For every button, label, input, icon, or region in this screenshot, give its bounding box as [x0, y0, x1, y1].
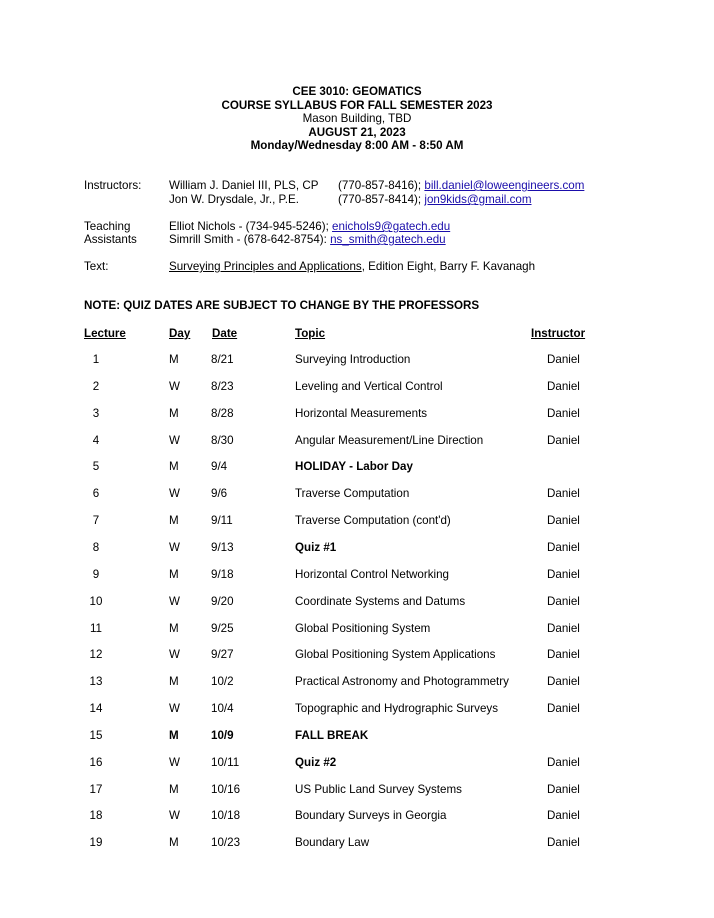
cell-lecture: 17 [89, 782, 103, 796]
cell-date: 10/9 [211, 728, 234, 742]
cell-day: W [169, 594, 180, 608]
cell-day: M [169, 836, 179, 850]
cell-instructor: Daniel [547, 675, 580, 689]
cell-topic: Boundary Surveys in Georgia [295, 809, 447, 823]
ta-info-2: Simrill Smith - (678-642-8754): [169, 233, 331, 246]
cell-instructor: Daniel [547, 755, 580, 769]
cell-date: 10/11 [211, 755, 240, 769]
cell-topic: Quiz #1 [295, 540, 337, 554]
instructor-email-link-1[interactable]: bill.daniel@loweengineers.com [424, 179, 585, 192]
cell-lecture: 4 [92, 433, 100, 447]
ta-email-link-1[interactable]: enichols9@gatech.edu [332, 220, 451, 233]
document-header [0, 85, 714, 153]
cell-instructor: Daniel [547, 353, 580, 366]
textbook [169, 260, 535, 273]
cell-instructor: Daniel [547, 379, 580, 393]
cell-date: 8/21 [211, 353, 234, 366]
cell-topic: Horizontal Control Networking [295, 567, 450, 581]
cell-instructor: Daniel [547, 648, 580, 662]
cell-day: M [169, 406, 179, 420]
quiz-note: NOTE: QUIZ DATES ARE SUBJECT TO CHANGE BY THE PROFESSORS [84, 299, 480, 312]
cell-date: 9/6 [211, 487, 228, 501]
cell-day: M [169, 621, 179, 635]
cell-day: M [169, 567, 179, 581]
cell-instructor: Daniel [547, 433, 580, 447]
ta-entry-1 [169, 220, 450, 233]
cell-lecture: 18 [89, 809, 103, 823]
instructor-name-1: William J. Daniel III, PLS, CP [169, 179, 319, 192]
cell-instructor: Daniel [547, 567, 580, 581]
cell-instructor: Daniel [547, 836, 580, 850]
cell-instructor: Daniel [547, 514, 580, 528]
ta-info-1: Elliot Nichols - (734-945-5246); [169, 220, 333, 233]
cell-topic: Horizontal Measurements [295, 406, 428, 420]
cell-date: 10/16 [211, 782, 241, 796]
cell-topic: Quiz #2 [295, 755, 337, 769]
instructor-phone-1: (770-857-8416); [338, 179, 425, 192]
instructors-label: Instructors: [84, 179, 142, 192]
cell-topic: US Public Land Survey Systems [295, 782, 462, 796]
cell-topic: Angular Measurement/Line Direction [295, 433, 484, 447]
cell-lecture: 6 [92, 487, 100, 501]
cell-topic: Traverse Computation [295, 487, 410, 501]
ta-label-line2: Assistants [84, 233, 137, 246]
cell-topic: Coordinate Systems and Datums [295, 594, 466, 608]
cell-date: 9/20 [211, 594, 234, 608]
cell-date: 9/4 [211, 460, 228, 474]
cell-date: 10/18 [211, 809, 241, 823]
cell-day: M [169, 514, 179, 528]
col-header-lecture: Lecture [84, 327, 126, 340]
ta-entry-2 [169, 233, 446, 246]
cell-instructor: Daniel [547, 809, 580, 823]
cell-topic: FALL BREAK [295, 728, 369, 742]
cell-date: 10/2 [211, 675, 234, 689]
text-label: Text: [84, 260, 109, 273]
cell-topic: Surveying Introduction [295, 353, 411, 366]
instructor-name-2: Jon W. Drysdale, Jr., P.E. [169, 193, 299, 206]
cell-lecture: 3 [92, 406, 100, 420]
cell-lecture: 19 [89, 836, 103, 850]
cell-instructor: Daniel [547, 782, 580, 796]
textbook-details: , Edition Eight, Barry F. Kavanagh [361, 260, 536, 273]
cell-lecture: 12 [89, 648, 103, 662]
cell-topic: Global Positioning System Applications [295, 648, 496, 662]
cell-instructor: Daniel [547, 594, 580, 608]
course-title: CEE 3010: GEOMATICS [292, 85, 422, 98]
cell-lecture: 16 [89, 755, 103, 769]
cell-lecture: 14 [89, 702, 103, 716]
cell-day: M [169, 728, 179, 742]
cell-day: M [169, 353, 179, 366]
cell-lecture: 2 [92, 379, 100, 393]
cell-date: 9/18 [211, 567, 234, 581]
col-header-topic: Topic [295, 327, 326, 340]
instructor-email-link-2[interactable]: jon9kids@gmail.com [424, 193, 532, 206]
cell-date: 9/13 [211, 540, 234, 554]
instructor-phone-2: (770-857-8414); [338, 193, 425, 206]
instructor-contact-2 [338, 193, 532, 206]
cell-day: W [169, 702, 180, 716]
cell-day: W [169, 648, 180, 662]
cell-day: W [169, 540, 180, 554]
cell-lecture: 5 [92, 460, 100, 474]
cell-day: M [169, 460, 179, 474]
cell-date: 9/25 [211, 621, 234, 635]
cell-date: 9/11 [211, 514, 233, 528]
cell-day: W [169, 755, 180, 769]
location: Mason Building, TBD [302, 112, 412, 126]
start-date: AUGUST 21, 2023 [308, 125, 406, 139]
col-header-day: Day [169, 327, 191, 340]
ta-email-link-2[interactable]: ns_smith@gatech.edu [330, 233, 446, 246]
cell-day: M [169, 675, 179, 689]
cell-day: W [169, 809, 180, 823]
meeting-times: Monday/Wednesday 8:00 AM - 8:50 AM [250, 139, 464, 153]
cell-instructor: Daniel [547, 621, 580, 635]
cell-topic: Practical Astronomy and Photogrammetry [295, 675, 509, 689]
cell-date: 8/28 [211, 406, 234, 420]
syllabus-title: COURSE SYLLABUS FOR FALL SEMESTER 2023 [221, 98, 493, 112]
cell-instructor: Daniel [547, 702, 580, 716]
cell-topic: Topographic and Hydrographic Surveys [295, 702, 499, 716]
cell-instructor: Daniel [547, 406, 580, 420]
cell-day: W [169, 487, 180, 501]
cell-topic: Boundary Law [295, 836, 370, 850]
col-header-date: Date [212, 327, 238, 340]
cell-topic: Global Positioning System [295, 621, 431, 635]
cell-lecture: 11 [89, 621, 103, 635]
cell-topic: HOLIDAY - Labor Day [295, 460, 413, 474]
ta-label-line1: Teaching [84, 220, 131, 233]
cell-date: 8/23 [211, 379, 234, 393]
instructor-contact-1 [338, 179, 584, 192]
cell-day: W [169, 379, 180, 393]
cell-lecture: 8 [92, 540, 100, 554]
cell-day: M [169, 782, 179, 796]
textbook-title: Surveying Principles and Applications [169, 260, 362, 273]
cell-day: W [169, 433, 180, 447]
cell-lecture: 7 [92, 514, 100, 528]
cell-instructor: Daniel [547, 487, 580, 501]
cell-date: 10/23 [211, 836, 241, 850]
cell-date: 8/30 [211, 433, 234, 447]
cell-lecture: 1 [92, 353, 100, 366]
cell-lecture: 13 [89, 675, 103, 689]
cell-lecture: 9 [92, 567, 100, 581]
cell-topic: Leveling and Vertical Control [295, 379, 443, 393]
cell-date: 10/4 [211, 702, 234, 716]
cell-lecture: 15 [89, 728, 103, 742]
cell-topic: Traverse Computation (cont'd) [295, 514, 451, 528]
cell-lecture: 10 [89, 594, 103, 608]
col-header-instructor: Instructor [531, 327, 586, 340]
cell-date: 9/27 [211, 648, 234, 662]
cell-instructor: Daniel [547, 540, 580, 554]
